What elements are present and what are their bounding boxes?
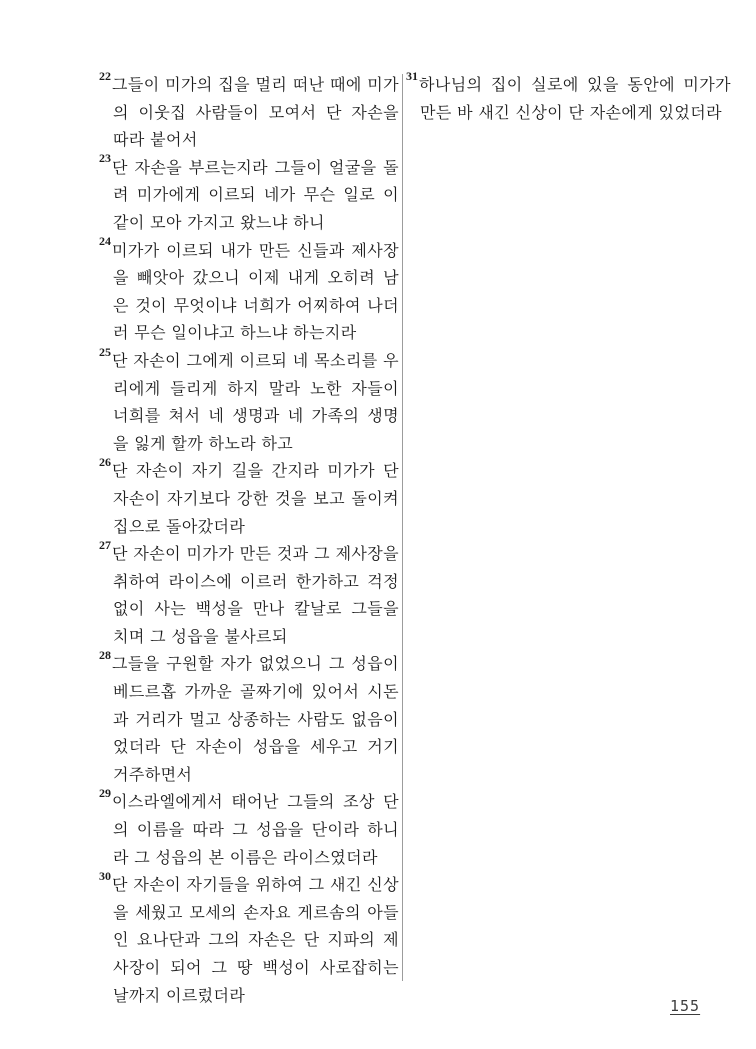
column-divider-rule [402, 74, 403, 981]
verse-text: 단 자손이 자기 길을 간지라 미가가 단 자손이 자기보다 강한 것을 보고 돌이켜 집으로 돌아갔더라 [112, 463, 399, 536]
verse-paragraph: $^{30}$단 자손이 자기들을 위하여 그 새긴 신상을 세웠고 모세의 손자요 게르솜의 아들인 요나단과 그의 자손은 단 지파의 제사장이 되어 그 땅 백성이 사로잡히는 날까지 이르렀더라 [99, 868, 399, 1005]
verse-paragraph: $^{26}$단 자손이 자기 길을 간지라 미가가 단 자손이 자기보다 강한 것을 보고 돌이켜 집으로 돌아갔더라 [99, 454, 399, 536]
verse-text: 단 자손이 그에게 이르되 네 목소리를 우리에게 들리게 하지 말라 노한 자들이 너희를 쳐서 네 생명과 네 가족의 생명을 잃게 할까 하노라 하고 [112, 352, 399, 453]
verse-text: 미가가 이르되 내가 만든 신들과 제사장을 빼앗아 갔으니 이제 내게 오히려 남은 것이 무엇이냐 너희가 어찌하여 나더러 무슨 일이냐고 하느냐 하는지라 [112, 242, 399, 343]
verse-text: 이스라엘에게서 태어난 그들의 조상 단의 이름을 따라 그 성읍을 단이라 하니라 그 성읍의 본 이름은 라이스였더라 [112, 794, 399, 867]
verse-paragraph: $^{22}$그들이 미가의 집을 멀리 떠난 때에 미가의 이웃집 사람들이 모여서 단 자손을 따라 붙어서 [99, 68, 399, 150]
verse-text: 단 자손을 부르는지라 그들이 얼굴을 돌려 미가에게 이르되 네가 무슨 일로 이같이 모아 가지고 왔느냐 하니 [112, 159, 399, 232]
verse-paragraph: $^{25}$단 자손이 그에게 이르되 네 목소리를 우리에게 들리게 하지 말라 노한 자들이 너희를 쳐서 네 생명과 네 가족의 생명을 잃게 할까 하노라 하고 [99, 344, 399, 453]
verse-text: 하나님의 집이 실로에 있을 동안에 미가가 만든 바 새긴 신상이 단 자손에게 있었더라 [419, 77, 731, 122]
right-text-column [406, 68, 731, 127]
left-text-column [99, 68, 399, 1010]
verse-paragraph: $^{23}$단 자손을 부르는지라 그들이 얼굴을 돌려 미가에게 이르되 네가 무슨 일로 이같이 모아 가지고 왔느냐 하니 [99, 151, 399, 232]
verse-text: 그들이 미가의 집을 멀리 떠난 때에 미가의 이웃집 사람들이 모여서 단 자손을 따라 붙어서 [112, 77, 399, 150]
page-number: 155 [670, 997, 701, 1015]
verse-paragraph: $^{24}$미가가 이르되 내가 만든 신들과 제사장을 빼앗아 갔으니 이제 내게 오히려 남은 것이 무엇이냐 너희가 어찌하여 나더러 무슨 일이냐고 하느냐 하는지라 [99, 234, 399, 343]
verse-text: 그들을 구원할 자가 없었으니 그 성읍이 베드르홉 가까운 골짜기에 있어서 시돈과 거리가 멀고 상종하는 사람도 없음이었더라 단 자손이 성읍을 세우고 거기 거주하면서 [112, 656, 399, 784]
verse-paragraph: $^{29}$이스라엘에게서 태어난 그들의 조상 단의 이름을 따라 그 성읍을 단이라 하니라 그 성읍의 본 이름은 라이스였더라 [99, 786, 399, 867]
verse-paragraph: $^{31}$하나님의 집이 실로에 있을 동안에 미가가 만든 바 새긴 신상이 단 자손에게 있었더라 [406, 68, 731, 122]
verse-paragraph: $^{28}$그들을 구원할 자가 없었으니 그 성읍이 베드르홉 가까운 골짜기에 있어서 시돈과 거리가 멀고 상종하는 사람도 없음이었더라 단 자손이 성읍을 세우고 거기 거주하면서 [99, 648, 399, 784]
verse-paragraph: $^{27}$단 자손이 미가가 만든 것과 그 제사장을 취하여 라이스에 이르러 한가하고 걱정 없이 사는 백성을 만나 칼날로 그들을 치며 그 성읍을 불사르되 [99, 537, 399, 646]
verse-text: 단 자손이 미가가 만든 것과 그 제사장을 취하여 라이스에 이르러 한가하고 걱정 없이 사는 백성을 만나 칼날로 그들을 치며 그 성읍을 불사르되 [112, 546, 399, 646]
verse-text: 단 자손이 자기들을 위하여 그 새긴 신상을 세웠고 모세의 손자요 게르솜의 아들인 요나단과 그의 자손은 단 지파의 제사장이 되어 그 땅 백성이 사로잡히는 날까지 이르렀더라 [112, 877, 399, 1005]
